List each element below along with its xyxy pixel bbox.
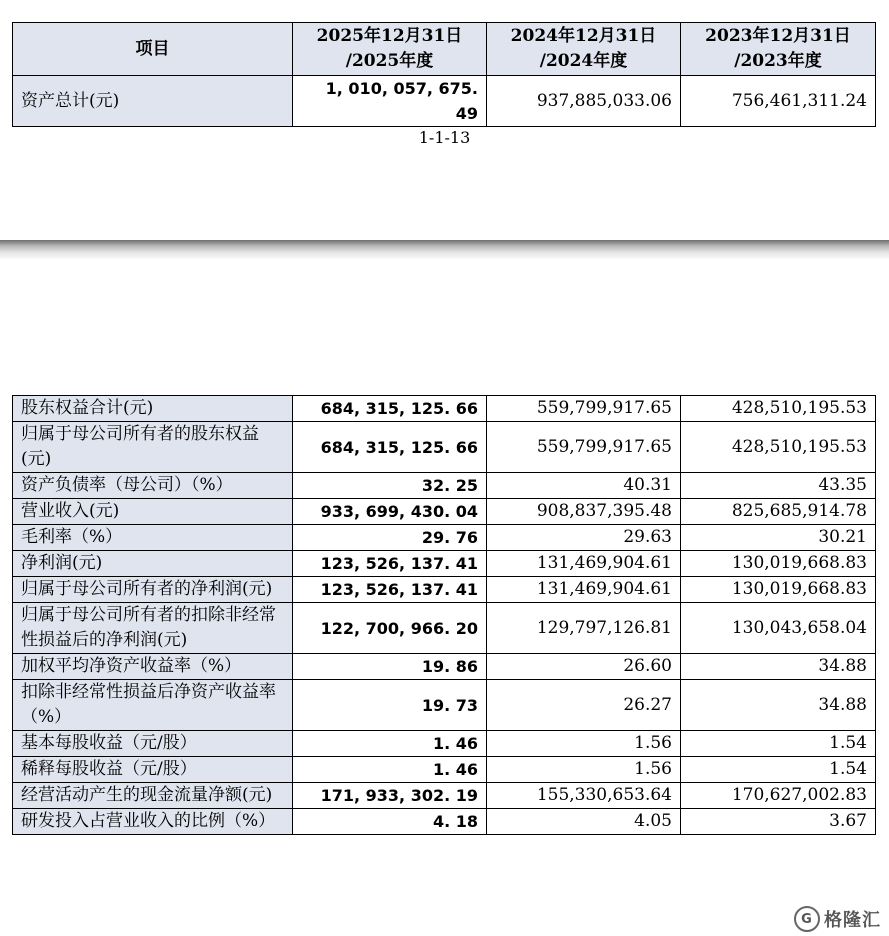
row-label: 基本每股收益（元/股） [13,731,293,757]
row-label: 净利润(元) [13,551,293,577]
value-2023: 428,510,195.53 [681,422,876,473]
row-label: 归属于母公司所有者的净利润(元) [13,577,293,603]
value-2023: 130,043,658.04 [681,603,876,654]
summary-table-top [12,22,876,127]
value-2023: 1.54 [681,757,876,783]
value-2023: 1.54 [681,731,876,757]
value-2024: 131,469,904.61 [487,551,681,577]
value-2023: 756,461,311.24 [681,76,876,127]
value-2023: 43.35 [681,473,876,499]
table-row [13,473,876,499]
value-2025: 684, 315, 125. 66 [293,422,487,473]
value-2024: 559,799,917.65 [487,422,681,473]
value-2023: 130,019,668.83 [681,551,876,577]
header-2025-date: 2025年12月31日 [316,26,463,46]
table-row [13,783,876,809]
header-2023-date: 2023年12月31日 [705,26,851,46]
page-divider [0,240,889,260]
table-row [13,731,876,757]
table-row [13,680,876,731]
value-2024: 937,885,033.06 [487,76,681,127]
value-2025: 32. 25 [293,473,487,499]
table-row [13,525,876,551]
value-2024: 29.63 [487,525,681,551]
value-2023: 825,685,914.78 [681,499,876,525]
value-2025: 122, 700, 966. 20 [293,603,487,654]
row-label: 营业收入(元) [13,499,293,525]
watermark-text: 格隆汇 [824,910,881,931]
table-row [13,757,876,783]
value-2024: 908,837,395.48 [487,499,681,525]
table-header-row [13,23,876,76]
value-2024: 26.60 [487,654,681,680]
value-2024: 129,797,126.81 [487,603,681,654]
table-row [13,603,876,654]
page-number: 1-1-13 [418,128,471,147]
row-label: 研发投入占营业收入的比例（%） [13,809,293,835]
header-2024-year: /2024年度 [539,51,628,71]
value-2023: 34.88 [681,680,876,731]
table-row [13,499,876,525]
value-2025: 4. 18 [293,809,487,835]
row-label: 加权平均净资产收益率（%） [13,654,293,680]
table-row [13,577,876,603]
value-2024: 1.56 [487,731,681,757]
table-row [13,422,876,473]
header-2025-year: /2025年度 [345,51,434,71]
summary-table-main [12,395,876,835]
row-label: 经营活动产生的现金流量净额(元) [13,783,293,809]
table-row [13,809,876,835]
header-2025 [293,23,487,76]
value-2024: 1.56 [487,757,681,783]
value-2025: 19. 86 [293,654,487,680]
header-2023 [681,23,876,76]
row-label: 归属于母公司所有者的扣除非经常性损益后的净利润(元) [13,603,293,654]
header-item: 项目 [13,23,293,76]
value-2023: 3.67 [681,809,876,835]
value-2023: 170,627,002.83 [681,783,876,809]
row-label: 归属于母公司所有者的股东权益(元) [13,422,293,473]
gelonghui-logo-icon: G [794,906,820,932]
header-2024 [487,23,681,76]
value-2025: 19. 73 [293,680,487,731]
table-row [13,654,876,680]
value-2025: 684, 315, 125. 66 [293,396,487,422]
value-2024: 559,799,917.65 [487,396,681,422]
value-2025: 933, 699, 430. 04 [293,499,487,525]
table-row [13,396,876,422]
header-2024-date: 2024年12月31日 [510,26,657,46]
table-row [13,551,876,577]
value-2025: 123, 526, 137. 41 [293,551,487,577]
value-2023: 34.88 [681,654,876,680]
watermark [794,906,881,932]
row-label: 扣除非经常性损益后净资产收益率（%） [13,680,293,731]
value-2023: 130,019,668.83 [681,577,876,603]
value-2024: 40.31 [487,473,681,499]
row-label: 毛利率（%） [13,525,293,551]
row-label: 资产总计(元) [13,76,293,127]
value-2024: 131,469,904.61 [487,577,681,603]
value-2023: 30.21 [681,525,876,551]
value-2024: 26.27 [487,680,681,731]
row-label: 资产负债率（母公司）（%） [13,473,293,499]
table-row [13,76,876,127]
value-2025: 1. 46 [293,731,487,757]
row-label: 股东权益合计(元) [13,396,293,422]
value-2023: 428,510,195.53 [681,396,876,422]
value-2025: 1. 46 [293,757,487,783]
value-2024: 155,330,653.64 [487,783,681,809]
row-label: 稀释每股收益（元/股） [13,757,293,783]
value-2024: 4.05 [487,809,681,835]
value-2025: 29. 76 [293,525,487,551]
value-2025: 123, 526, 137. 41 [293,577,487,603]
value-2025: 171, 933, 302. 19 [293,783,487,809]
header-2023-year: /2023年度 [734,51,822,71]
value-2025: 1, 010, 057, 675. 49 [293,76,487,127]
